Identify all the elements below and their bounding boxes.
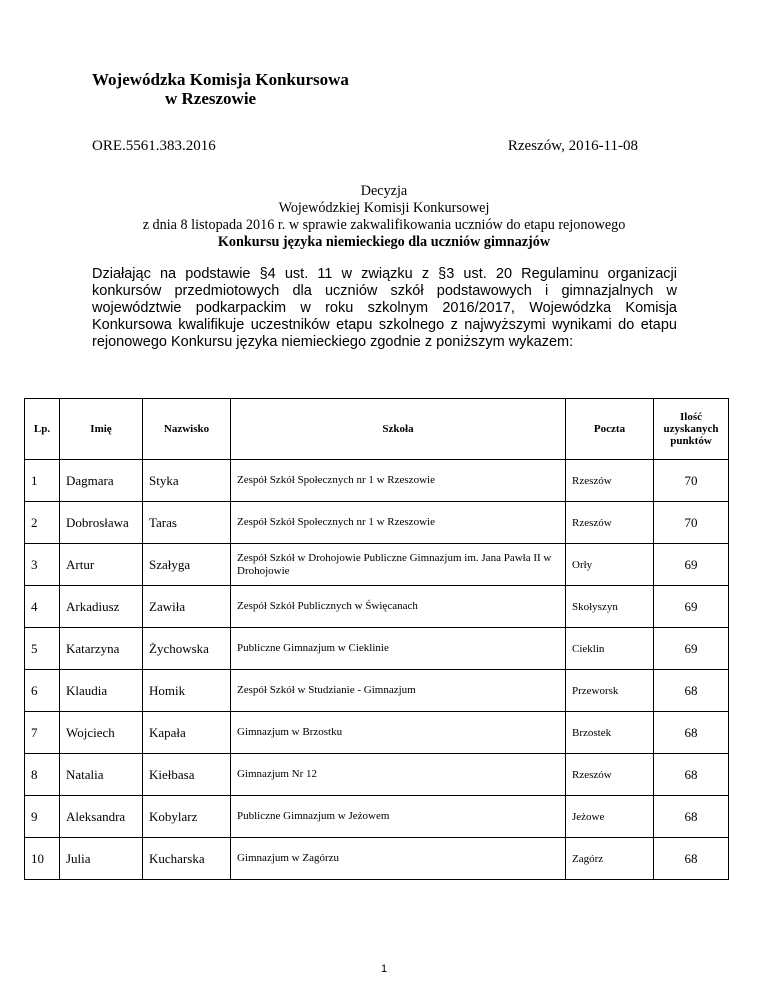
- row-school: Zespół Szkół Publicznych w Święcanach: [231, 586, 566, 628]
- row-points: 70: [654, 502, 729, 544]
- row-lp: 4: [25, 586, 60, 628]
- row-surname: Zawiła: [143, 586, 231, 628]
- row-surname: Szałyga: [143, 544, 231, 586]
- row-school: Publiczne Gimnazjum w Cieklinie: [231, 628, 566, 670]
- table-row: [25, 670, 729, 712]
- row-name: Arkadiusz: [60, 586, 143, 628]
- row-school: Zespół Szkół Społecznych nr 1 w Rzeszowie: [231, 502, 566, 544]
- place-date: Rzeszów, 2016-11-08: [507, 138, 638, 154]
- decision-issuer: Wojewódzkiej Komisji Konkursowej: [278, 200, 490, 216]
- decision-subject: z dnia 8 listopada 2016 r. w sprawie zakwalifikowania uczniów do etapu rejonowego: [142, 217, 626, 233]
- table-row: [25, 586, 729, 628]
- row-lp: 5: [25, 628, 60, 670]
- row-surname: Homik: [143, 670, 231, 712]
- row-surname: Kapała: [143, 712, 231, 754]
- row-lp: 2: [25, 502, 60, 544]
- row-lp: 6: [25, 670, 60, 712]
- table-row: [25, 460, 729, 502]
- row-post: Jeżowe: [566, 796, 654, 838]
- row-school: Gimnazjum w Zagórzu: [231, 838, 566, 880]
- row-name: Aleksandra: [60, 796, 143, 838]
- header-lp: Lp.: [25, 399, 60, 460]
- row-school: Gimnazjum Nr 12: [231, 754, 566, 796]
- organization-name: Wojewódzka Komisja Konkursowa: [92, 70, 349, 89]
- row-lp: 9: [25, 796, 60, 838]
- header-post: Poczta: [566, 399, 654, 460]
- decision-heading: [0, 183, 768, 251]
- decision-title: Decyzja: [360, 183, 408, 199]
- row-lp: 3: [25, 544, 60, 586]
- table-row: [25, 796, 729, 838]
- row-surname: Styka: [143, 460, 231, 502]
- table-row: [25, 628, 729, 670]
- row-name: Katarzyna: [60, 628, 143, 670]
- row-name: Dagmara: [60, 460, 143, 502]
- header-surname: Nazwisko: [143, 399, 231, 460]
- table-row: [25, 712, 729, 754]
- row-points: 70: [654, 460, 729, 502]
- row-surname: Kucharska: [143, 838, 231, 880]
- table-header-row: [25, 399, 729, 460]
- row-points: 68: [654, 670, 729, 712]
- row-surname: Kiełbasa: [143, 754, 231, 796]
- decision-contest: Konkursu języka niemieckiego dla uczniów gimnazjów: [217, 234, 551, 250]
- table-row: [25, 754, 729, 796]
- row-name: Julia: [60, 838, 143, 880]
- row-school: Publiczne Gimnazjum w Jeżowem: [231, 796, 566, 838]
- row-post: Cieklin: [566, 628, 654, 670]
- row-post: Rzeszów: [566, 754, 654, 796]
- row-post: Rzeszów: [566, 460, 654, 502]
- row-name: Dobrosława: [60, 502, 143, 544]
- reference-number: ORE.5561.383.2016: [92, 138, 216, 154]
- row-points: 68: [654, 712, 729, 754]
- row-school: Gimnazjum w Brzostku: [231, 712, 566, 754]
- header-name: Imię: [60, 399, 143, 460]
- table-row: [25, 838, 729, 880]
- row-points: 68: [654, 796, 729, 838]
- header-school: Szkoła: [231, 399, 566, 460]
- organization-location: w Rzeszowie: [165, 89, 257, 108]
- table-row: [25, 544, 729, 586]
- row-name: Artur: [60, 544, 143, 586]
- row-school: Zespół Szkół w Studzianie - Gimnazjum: [231, 670, 566, 712]
- row-name: Klaudia: [60, 670, 143, 712]
- row-points: 69: [654, 586, 729, 628]
- qualified-students-table: [24, 398, 729, 880]
- row-post: Przeworsk: [566, 670, 654, 712]
- row-post: Rzeszów: [566, 502, 654, 544]
- row-surname: Taras: [143, 502, 231, 544]
- row-surname: Żychowska: [143, 628, 231, 670]
- row-points: 68: [654, 754, 729, 796]
- header-points: Ilość uzyskanych punktów: [654, 399, 729, 460]
- table-row: [25, 502, 729, 544]
- row-lp: 10: [25, 838, 60, 880]
- row-points: 69: [654, 544, 729, 586]
- row-post: Brzostek: [566, 712, 654, 754]
- row-points: 69: [654, 628, 729, 670]
- row-post: Zagórz: [566, 838, 654, 880]
- row-post: Skołyszyn: [566, 586, 654, 628]
- row-name: Natalia: [60, 754, 143, 796]
- row-lp: 1: [25, 460, 60, 502]
- intro-paragraph: Działając na podstawie §4 ust. 11 w związku z §3 ust. 20 Regulaminu organizacji konkursów przedmiotowych dla uczniów szkół podstawowych i gimnazjalnych w województwie podkarpackim w roku szkolnym 2016/2017, Wojewódzka Komisja Konkursowa kwalifikuje uczestników etapu szkolnego z najwyższymi wynikami do etapu rejonowego Konkursu języka niemieckiego zgodnie z poniższym wykazem:: [92, 266, 677, 350]
- row-surname: Kobylarz: [143, 796, 231, 838]
- row-name: Wojciech: [60, 712, 143, 754]
- row-lp: 7: [25, 712, 60, 754]
- row-school: Zespół Szkół w Drohojowie Publiczne Gimnazjum im. Jana Pawła II w Drohojowie: [231, 544, 566, 586]
- row-school: Zespół Szkół Społecznych nr 1 w Rzeszowie: [231, 460, 566, 502]
- row-points: 68: [654, 838, 729, 880]
- row-post: Orły: [566, 544, 654, 586]
- page-number: 1: [380, 963, 388, 975]
- row-lp: 8: [25, 754, 60, 796]
